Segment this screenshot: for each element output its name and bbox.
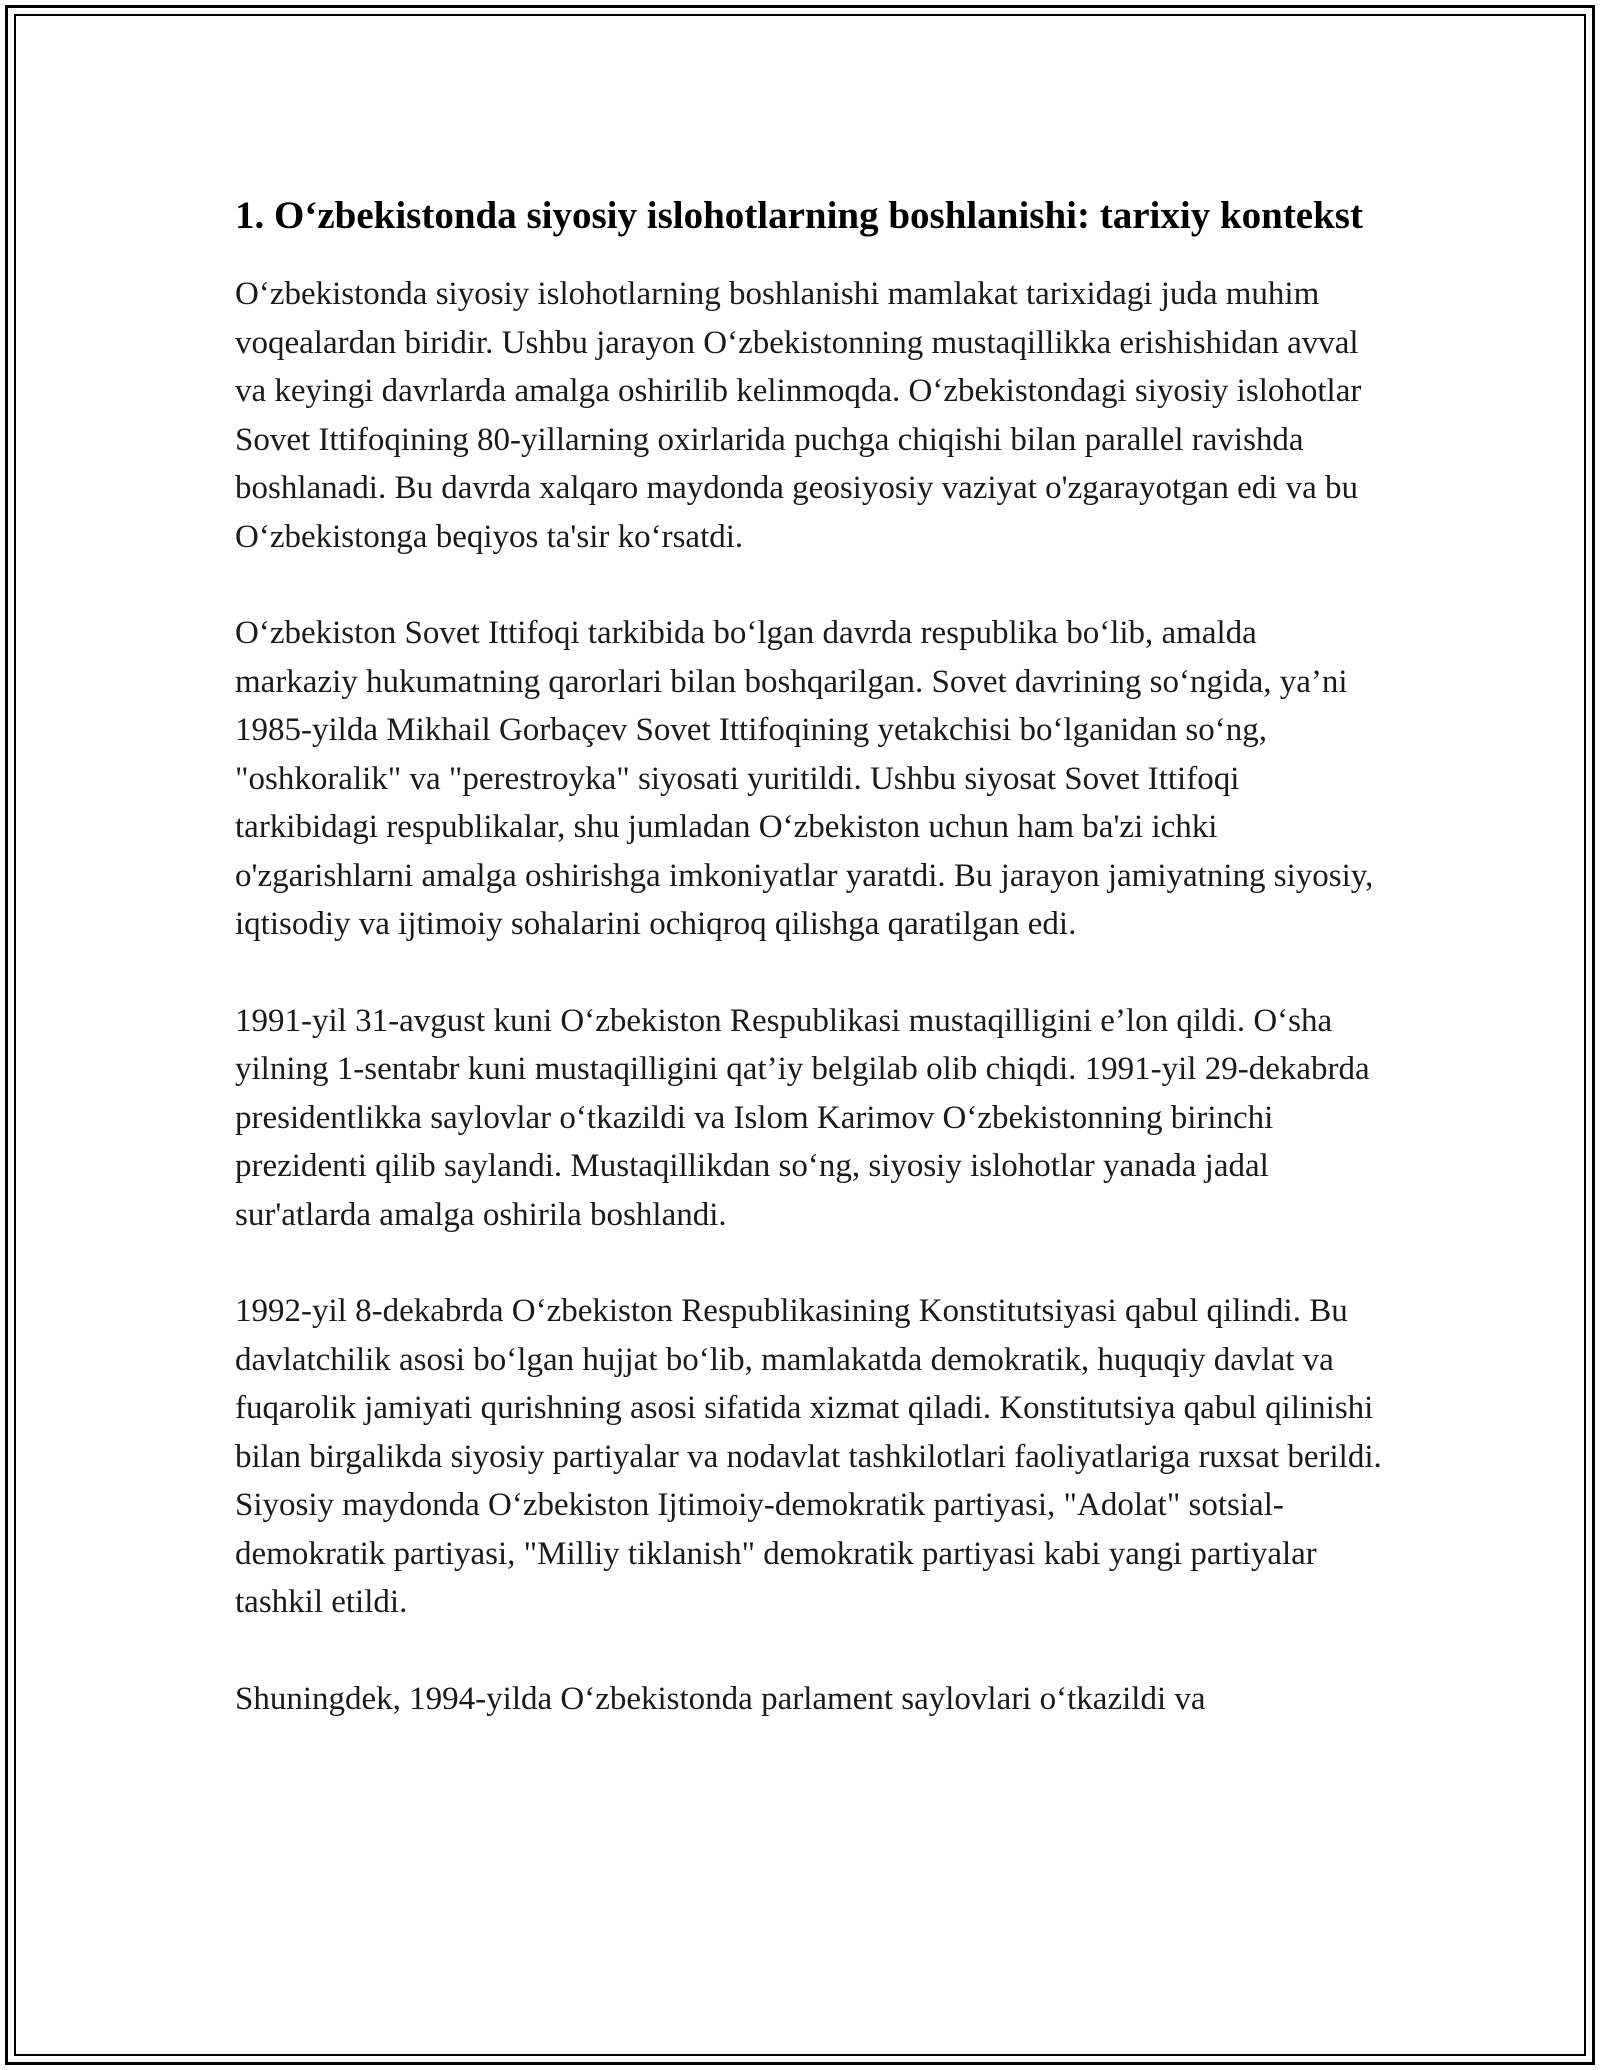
paragraph-3: 1991-yil 31-avgust kuni Oʻzbekiston Respublikasi mustaqilligini e’lon qildi. Oʻsha yilning 1-sentabr kuni mustaqilligini qat’iy belgilab olib chiqdi. 1991-yil 29-dekabrda presidentlikka saylovlar oʻtkazildi va Islom Karimov Oʻzbekistonning birinchi prezidenti qilib saylandi. Mustaqillikdan soʻng, siyosiy islohotlar yanada jadal sur'atlarda amalga oshirila boshlandi. — [235, 1002, 1370, 1233]
paragraph-1: Oʻzbekistonda siyosiy islohotlarning boshlanishi mamlakat tarixidagi juda muhim voqealardan biridir. Ushbu jarayon Oʻzbekistonning mustaqillikka erishishidan avval va keyingi davrlarda amalga oshirilib kelinmoqda. Oʻzbekistondagi siyosiy islohotlar Sovet Ittifoqining 80-yillarning oxirlarida puchga chiqishi bilan parallel ravishda boshlanadi. Bu davrda xalqaro maydonda geosiyosiy vaziyat o'zgarayotgan edi va bu Oʻzbekistonga beqiyos ta'sir koʻrsatdi. — [235, 276, 1362, 555]
paragraph-4: 1992-yil 8-dekabrda Oʻzbekiston Respublikasining Konstitutsiyasi qabul qilindi. Bu davlatchilik asosi boʻlgan hujjat boʻlib, mamlakatda demokratik, huquqiy davlat va fuqarolik jamiyati qurishning asosi sifatida xizmat qiladi. Konstitutsiya qabul qilinishi bilan birgalikda siyosiy partiyalar va nodavlat tashkilotlari faoliyatlariga ruxsat berildi. Siyosiy maydonda Oʻzbekiston Ijtimoiy-demokratik partiyasi, "Adolat" sotsial-demokratik partiyasi, "Milliy tiklanish" demokratik partiyasi kabi yangi partiyalar tashkil etildi. — [235, 1293, 1382, 1620]
paragraph-2: Oʻzbekiston Sovet Ittifoqi tarkibida boʻlgan davrda respublika boʻlib, amalda markaziy hukumatning qarorlari bilan boshqarilgan. Sovet davrining soʻngida, ya’ni 1985-yilda Mikhail Gorbaçev Sovet Ittifoqining yetakchisi boʻlganidan soʻng, "oshkoralik" va "perestroyka" siyosati yuritildi. Ushbu siyosat Sovet Ittifoqi tarkibidagi respublikalar, shu jumladan Oʻzbekiston uchun ham ba'zi ichki o'zgarishlarni amalga oshirishga imkoniyatlar yaratdi. Bu jarayon jamiyatning siyosiy, iqtisodiy va ijtimoiy sohalarini ochiqroq qilishga qaratilgan edi. — [235, 615, 1374, 942]
document-body — [235, 188, 1385, 1723]
paragraph-5: Shuningdek, 1994-yilda Oʻzbekistonda parlament saylovlari oʻtkazildi va — [235, 1680, 1206, 1717]
section-title: 1. Oʻzbekistonda siyosiy islohotlarning boshlanishi: tarixiy kontekst — [235, 194, 1363, 237]
